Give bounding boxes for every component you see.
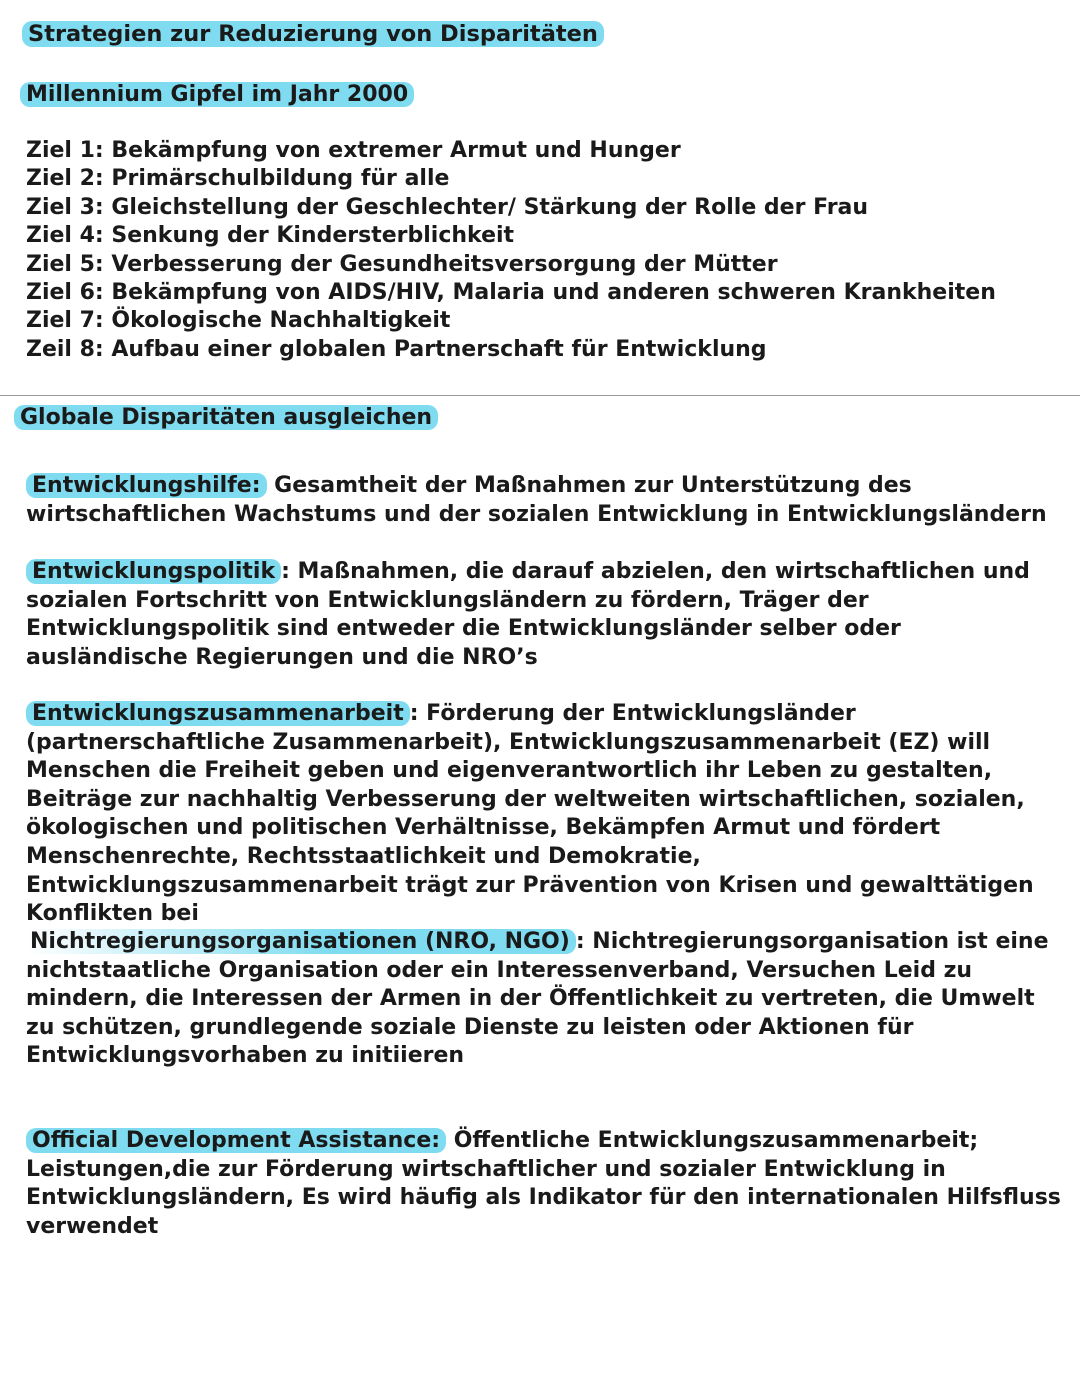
definition-text: : Maßnahmen, die darauf abzielen, den wirtschaftlichen und sozialen Fortschritt von Entwicklungsländern zu fördern, Träger der Entwicklungspolitik sind entweder die Entwicklungsländer selber oder ausländische Regierungen und die NRO’s xyxy=(26,559,1030,670)
definition-nro xyxy=(26,928,1061,1071)
goal-item: Ziel 3: Gleichstellung der Geschlechter/ Stärkung der Rolle der Frau xyxy=(26,194,869,220)
page-title-text: Strategien zur Reduzierung von Disparitäten xyxy=(22,21,604,47)
summit-heading xyxy=(20,80,414,110)
goals-list xyxy=(26,137,996,364)
definition-text: Gesamtheit der Maßnahmen zur Unterstützung des wirtschaftlichen Wachstums und der sozialen Entwicklung in Entwicklungsländern xyxy=(26,473,1047,527)
section2-heading xyxy=(14,403,438,433)
section2-heading-text: Globale Disparitäten ausgleichen xyxy=(14,405,438,430)
summit-heading-text: Millennium Gipfel im Jahr 2000 xyxy=(20,82,414,107)
definition-text: : Nichtregierungsorganisation ist eine nichtstaatliche Organisation oder ein Interessenverband, Versuchen Leid zu mindern, die Interessen der Armen in der Öffentlichkeit zu vertreten, die Umwelt zu schützen, grundlegende soziale Dienste zu leisten oder Aktionen für Entwicklungsvorhaben zu initiieren xyxy=(26,929,1049,1069)
definition-term: Nichtregierungsorganisationen (NRO, NGO) xyxy=(26,929,576,954)
definition-term: Entwicklungspolitik xyxy=(26,559,281,584)
goal-item: Zeil 8: Aufbau einer globalen Partnerschaft für Entwicklung xyxy=(26,336,767,362)
goal-item: Ziel 2: Primärschulbildung für alle xyxy=(26,166,450,192)
definition-entwicklungszusammenarbeit xyxy=(26,700,1061,929)
goal-item: Ziel 7: Ökologische Nachhaltigkeit xyxy=(26,308,451,334)
definition-oda xyxy=(26,1127,1061,1241)
goal-item: Ziel 1: Bekämpfung von extremer Armut und Hunger xyxy=(26,138,681,163)
definition-term: Entwicklungshilfe: xyxy=(26,473,267,498)
section-divider xyxy=(0,395,1080,396)
definition-term: Entwicklungszusammenarbeit xyxy=(26,701,410,726)
definition-text: : Förderung der Entwicklungsländer (partnerschaftliche Zusammenarbeit), Entwicklungszusammenarbeit (EZ) will Menschen die Freiheit geben und eigenverantwortlich ihr Leben zu gestalten, Beiträge zur nachhaltig Verbesserung der weltweiten wirtschaftlichen, sozialen, ökologischen und politischen Verhältnisse, Bekämpfen Armut und fördert Menschenrechte, Rechtsstaatlichkeit und Demokratie, Entwicklungszusammenarbeit trägt zur Prävention von Krisen und gewalttätigen Konflikten bei xyxy=(26,701,1034,927)
definition-entwicklungspolitik xyxy=(26,558,1061,672)
definition-text: Öffentliche Entwicklungszusammenarbeit; Leistungen,die zur Förderung wirtschaftlicher und sozialer Entwicklung in Entwicklungsländern, Es wird häufig als Indikator für den internationalen Hilfsfluss verwendet xyxy=(26,1128,1061,1239)
definition-entwicklungshilfe xyxy=(26,472,1061,529)
goal-item: Ziel 5: Verbesserung der Gesundheitsversorgung der Mütter xyxy=(26,251,778,277)
definition-term: Official Development Assistance: xyxy=(26,1128,446,1153)
page-title xyxy=(22,18,604,50)
goal-item: Ziel 6: Bekämpfung von AIDS/HIV, Malaria und anderen schweren Krankheiten xyxy=(26,280,996,306)
goal-item: Ziel 4: Senkung der Kindersterblichkeit xyxy=(26,223,515,249)
